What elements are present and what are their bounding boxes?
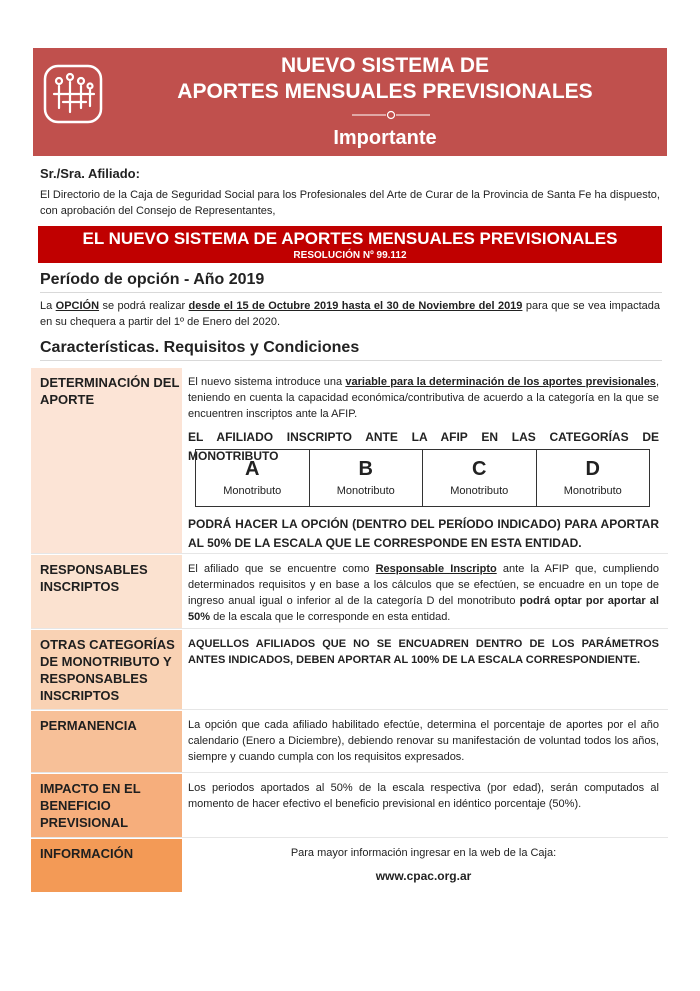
period-option-word: OPCIÓN: [55, 300, 100, 312]
row-label-otras-categorias: OTRAS CATEGORÍAS DE MONOTRIBUTO Y RESPONSABLES INSCRIPTOS: [31, 630, 182, 709]
category-cell: [423, 450, 537, 506]
row-content-responsables: [188, 555, 668, 628]
responsables-text: de la escala que le corresponde en esta entidad.: [210, 611, 451, 623]
row-content-impacto: Los periodos aportados al 50% de la escala respectiva (por edad), serán computados al momento de hacer efectivo el beneficio previsional en idéntico porcentaje (50%).: [188, 782, 659, 810]
website-link[interactable]: www.cpac.org.ar: [375, 869, 472, 883]
category-cell: [196, 450, 310, 506]
header-banner: [33, 48, 667, 156]
banner-title-line1: NUEVO SISTEMA DE: [280, 54, 490, 77]
row-label-informacion: INFORMACIÓN: [31, 839, 182, 892]
responsables-highlight: Responsable Inscripto: [375, 563, 497, 575]
row-label-permanencia: PERMANENCIA: [31, 711, 182, 772]
banner-subtitle: Importante: [333, 127, 437, 149]
category-cell: [310, 450, 424, 506]
category-label: Monotributo: [336, 485, 395, 497]
row-content-permanencia: La opción que cada afiliado habilitado efectúe, determina el porcentaje de aportes por el año calendario (Enero a Diciembre), debiendo renovar su manifestación de voluntad todos los años, siempre y cuando cumpla con los requisitos expresados.: [188, 719, 659, 763]
informacion-text: Para mayor información ingresar en la web de la Caja:: [290, 847, 557, 859]
responsables-text: ante la AFIP que, cumpliendo determinados requisitos y en base a los cálculos que se efectúen, se encuadre en un tope de ingreso anual igual o inferior al de la categoría D del monotributo: [188, 563, 659, 607]
responsables-text: El afiliado que se encuentre como: [188, 563, 376, 575]
category-label: Monotributo: [223, 485, 282, 497]
row-informacion: [31, 839, 668, 892]
period-text: se podrá realizar: [99, 300, 189, 312]
category-label: Monotributo: [563, 485, 622, 497]
responsables-bold: podrá optar por aportar al 50%: [188, 595, 659, 623]
category-letter: D: [585, 458, 600, 480]
row-responsables: [31, 555, 668, 629]
category-label: Monotributo: [450, 485, 509, 497]
row-label-responsables: RESPONSABLES INSCRIPTOS: [31, 555, 182, 628]
row-content-informacion: [188, 839, 668, 892]
category-letter: C: [472, 458, 487, 480]
salutation: Sr./Sra. Afiliado:: [40, 166, 140, 181]
category-letter: B: [358, 458, 373, 480]
determinacion-text: El nuevo sistema introduce una: [188, 376, 346, 388]
system-title: EL NUEVO SISTEMA DE APORTES MENSUALES PREVISIONALES: [82, 229, 618, 248]
period-dates: desde el 15 de Octubre 2019 hasta el 30 de Noviembre del 2019: [188, 300, 523, 312]
determinacion-text: , teniendo en cuenta la capacidad económica/contributiva de acuerdo a la categoría en la que se encuentren inscriptos ante la AFIP.: [188, 376, 659, 420]
period-text: para que se vea impactada en su chequera a partir del 1º de Enero del 2020.: [40, 300, 660, 328]
row-otras-categorias: [31, 630, 668, 710]
row-label-impacto: IMPACTO EN EL BENEFICIO PREVISIONAL: [31, 774, 182, 837]
divider: [40, 360, 662, 361]
row-content-otras-categorias: AQUELLOS AFILIADOS QUE NO SE ENCUADREN DENTRO DE LOS PARÁMETROS ANTES INDICADOS, DEBEN APORTAR AL 100% DE LA ESCALA CORRESPONDIENTE.: [188, 638, 659, 666]
row-impacto: [31, 774, 668, 838]
determinacion-conclusion: PODRÁ HACER LA OPCIÓN (DENTRO DEL PERÍODO INDICADO) PARA APORTAR AL 50% DE LA ESCALA QUE LE CORRESPONDE EN ESTA ENTIDAD.: [188, 517, 659, 550]
category-cell: [537, 450, 650, 506]
period-paragraph: [40, 298, 660, 330]
determinacion-highlight: variable para la determinación de los aportes previsionales: [345, 376, 656, 388]
intro-paragraph: El Directorio de la Caja de Seguridad Social para los Profesionales del Arte de Curar de la Provincia de Santa Fe ha dispuesto, con aprobación del Consejo de Representantes,: [40, 189, 660, 217]
resolution-number: RESOLUCIÓN Nº 99.112: [293, 250, 407, 261]
banner-title-line2: APORTES MENSUALES PREVISIONALES: [177, 80, 593, 103]
divider-ornament-icon: [352, 110, 430, 120]
period-heading: Período de opción - Año 2019: [40, 271, 265, 288]
category-letter: A: [245, 458, 260, 480]
divider: [40, 292, 662, 293]
monotributo-heading: EL AFILIADO INSCRIPTO ANTE LA AFIP EN LAS CATEGORÍAS DE MONOTRIBUTO: [188, 430, 659, 463]
determinacion-paragraph: [188, 374, 659, 422]
monotributo-categories: [195, 449, 650, 507]
characteristics-heading: Características. Requisitos y Condiciones: [40, 339, 360, 356]
row-label-determinacion: DETERMINACIÓN DEL APORTE: [31, 368, 182, 553]
system-title-bar: [38, 226, 662, 263]
row-determinacion: [31, 368, 668, 554]
row-permanencia: [31, 711, 668, 773]
period-text: La: [40, 300, 56, 312]
